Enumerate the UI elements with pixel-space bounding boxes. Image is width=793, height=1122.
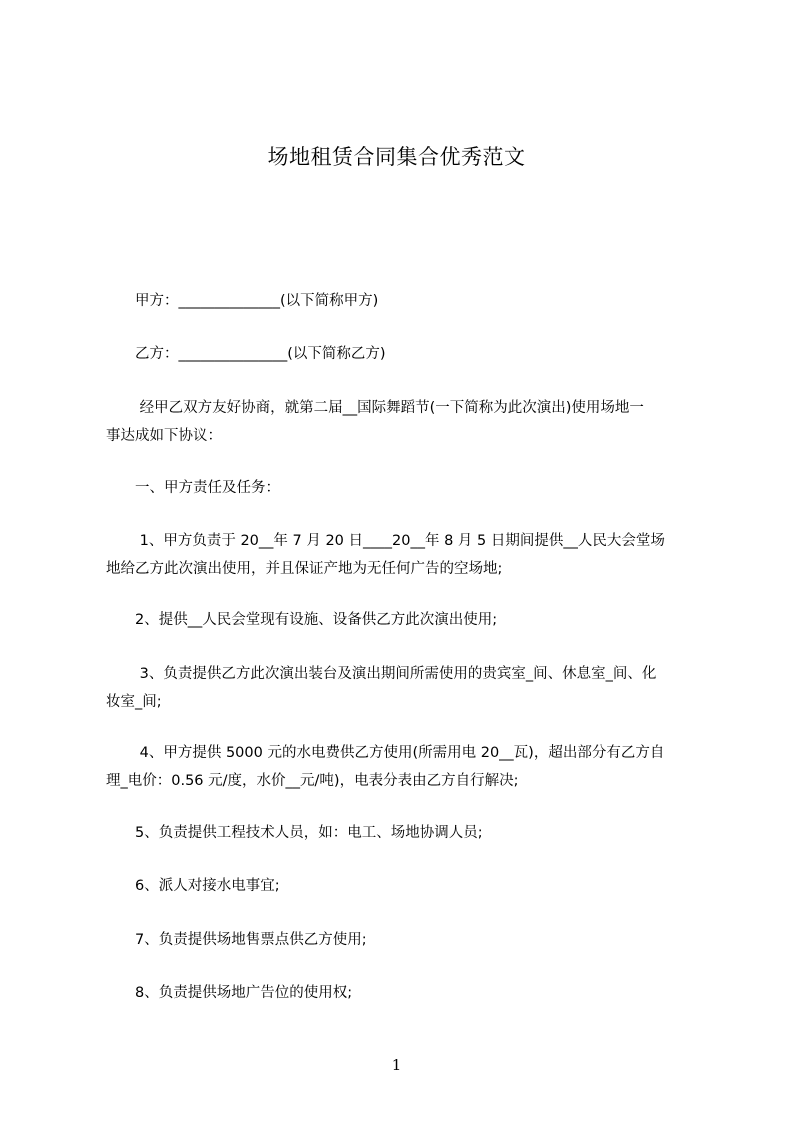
paragraph-text: 妆室_间; <box>106 694 162 710</box>
clause-7 <box>106 926 711 954</box>
paragraph-text: 甲方：______________(以下简称甲方) <box>106 293 379 309</box>
clause-1 <box>106 527 711 583</box>
clause-5 <box>106 819 711 847</box>
paragraph-text: 6、派人对接水电事宜; <box>106 878 280 894</box>
clause-4 <box>106 739 711 795</box>
page-number: 1 <box>391 1056 402 1074</box>
document-title: 场地租赁合同集合优秀范文 <box>267 145 526 169</box>
paragraph-text: 事达成如下协议： <box>106 428 222 444</box>
clause-3 <box>106 660 711 716</box>
paragraph-text: 乙方：_______________(以下简称乙方) <box>106 346 386 362</box>
paragraph-text: 一、甲方责任及任务： <box>106 480 280 496</box>
party-b-line <box>106 340 711 368</box>
preamble-paragraph <box>106 394 711 450</box>
paragraph-text: 2、提供__人民会堂现有设施、设备供乙方此次演出使用; <box>106 612 498 628</box>
clause-6 <box>106 872 711 900</box>
clause-2 <box>106 606 711 634</box>
paragraph-text: 1、甲方负责于 20__年 7 月 20 日____20__年 8 月 5 日期间提供__人民大会堂场 <box>106 533 665 549</box>
paragraph-text: 8、负责提供场地广告位的使用权; <box>106 985 353 1001</box>
paragraph-text: 理_电价：0.56 元/度，水价__元/吨)，电表分表由乙方自行解决; <box>106 773 519 789</box>
paragraph-text: 3、负责提供乙方此次演出装台及演出期间所需使用的贵宾室_间、休息室_间、化 <box>106 666 657 682</box>
party-a-line <box>106 287 711 315</box>
paragraph-text: 地给乙方此次演出使用，并且保证产地为无任何广告的空场地; <box>106 561 503 577</box>
paragraph-text: 4、甲方提供 5000 元的水电费供乙方使用(所需用电 20__瓦)，超出部分有乙方自 <box>106 745 665 761</box>
clause-8 <box>106 979 711 1007</box>
paragraph-text: 经甲乙双方友好协商，就第二届__国际舞蹈节(一下简称为此次演出)使用场地一 <box>106 400 644 416</box>
paragraph-text: 5、负责提供工程技术人员，如：电工、场地协调人员; <box>106 825 483 841</box>
paragraph-text: 7、负责提供场地售票点供乙方使用; <box>106 932 367 948</box>
section-heading <box>106 474 711 502</box>
